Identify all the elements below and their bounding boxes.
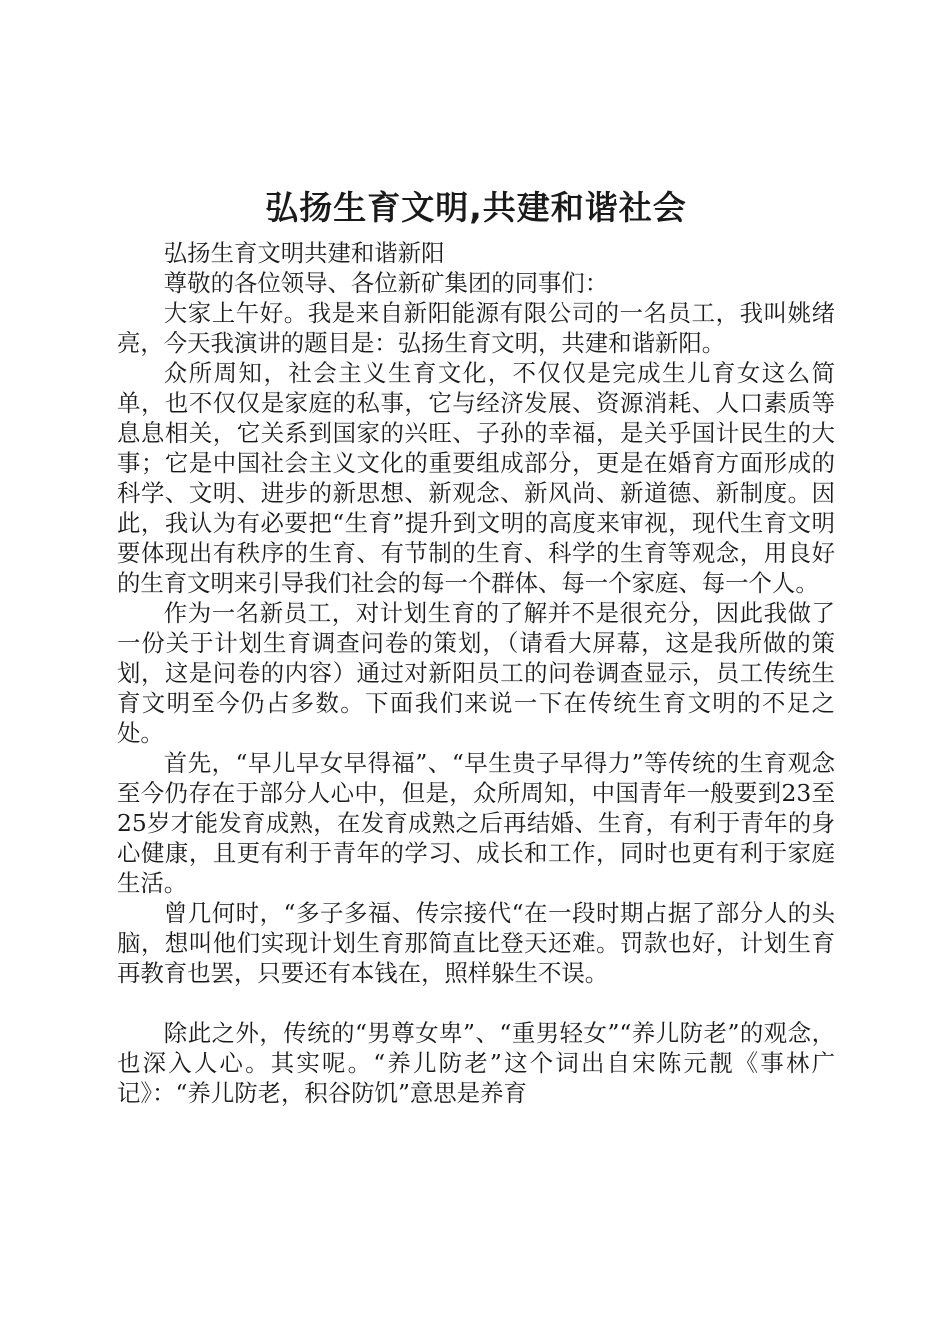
paragraph-salutation: 尊敬的各位领导、各位新矿集团的同事们： — [163, 269, 609, 297]
paragraph-birth-culture: 众所周知，社会主义生育文化，不仅仅是完成生儿育女这么简单，也不仅仅是家庭的私事，它与经济发展、资源消耗、人口素质等息息相关，它关系到国家的兴旺、子孙的幸福，是关乎国计民生的大事；它是中国社会主义文化的重要组成部分，更是在婚育方面形成的科学、文明、进步的新思想、新观念、新风尚、新道德、新制度。因此，我认为有必要把“生育”提升到文明的高度来审视，现代生育文明要体现出有秩序的生育、有节制的生育、科学的生育等观念，用良好的生育文明来引导我们社会的每一个群体、每一个家庭、每一个人。 — [117, 359, 835, 597]
paragraph-introduction: 大家上午好。我是来自新阳能源有限公司的一名员工，我叫姚绪亮，今天我演讲的题目是：弘扬生育文明，共建和谐新阳。 — [117, 299, 835, 357]
paragraph-many-children: 曾几何时，“多子多福、传宗接代“在一段时期占据了部分人的头脑，想叫他们实现计划生育那简直比登天还难。罚款也好，计划生育再教育也罢，只要还有本钱在，照样躲生不误。 — [117, 899, 835, 987]
document-page — [117, 180, 835, 1108]
paragraph-subtitle: 弘扬生育文明共建和谐新阳 — [163, 239, 445, 267]
document-title: 弘扬生育文明,共建和谐社会 — [265, 188, 687, 227]
paragraph-survey: 作为一名新员工，对计划生育的了解并不是很充分，因此我做了一份关于计划生育调查问卷的策划，（请看大屏幕，这是我所做的策划，这是问卷的内容）通过对新阳员工的问卷调查显示，员工传统生育文明至今仍占多数。下面我们来说一下在传统生育文明的不足之处。 — [117, 599, 835, 747]
paragraph-gender-bias: 除此之外，传统的“男尊女卑”、“重男轻女”“养儿防老”的观念，也深入人心。其实呢。“养儿防老”这个词出自宋陈元靓《事林广记》：“养儿防老，积谷防饥”意思是养育 — [117, 1019, 835, 1107]
paragraph-early-marriage: 首先，“早儿早女早得福”、“早生贵子早得力”等传统的生育观念至今仍存在于部分人心中，但是，众所周知，中国青年一般要到23至25岁才能发育成熟，在发育成熟之后再结婚、生育，有利于青年的身心健康，且更有利于青年的学习、成长和工作，同时也更有利于家庭生活。 — [117, 749, 835, 897]
